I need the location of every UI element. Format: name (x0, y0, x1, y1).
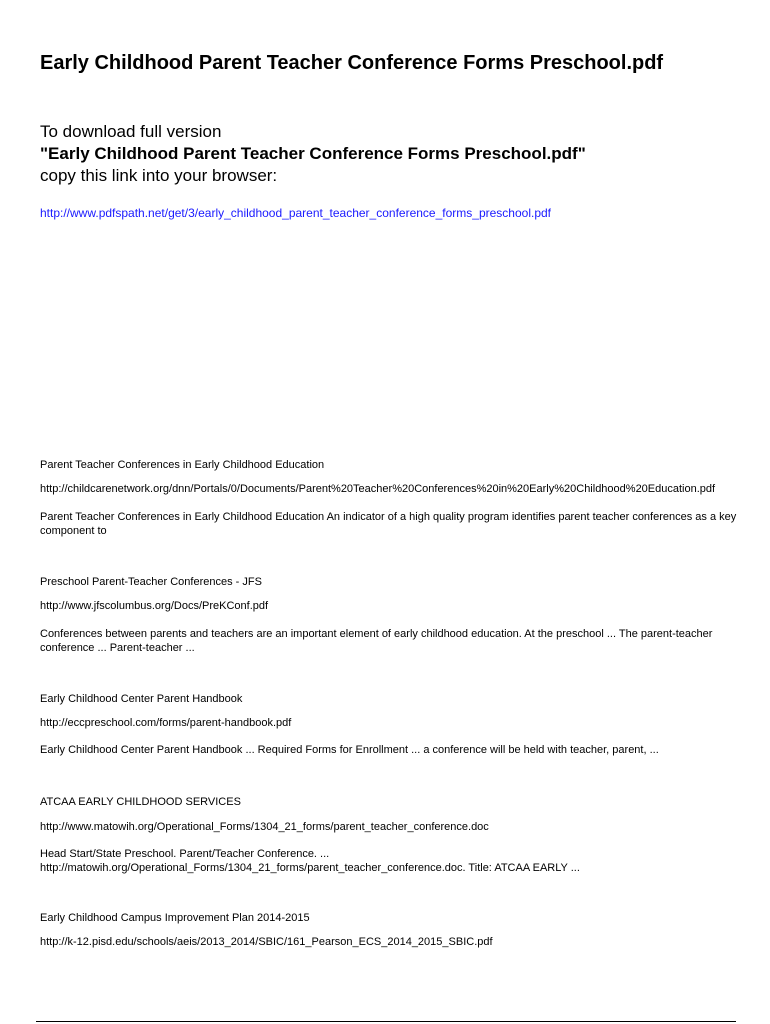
result-title: Parent Teacher Conferences in Early Childhood Education (40, 459, 325, 471)
download-link[interactable]: http://www.pdfspath.net/get/3/early_childhood_parent_teacher_conference_forms_preschool.pdf (40, 206, 551, 220)
bottom-divider (36, 1021, 736, 1022)
result-url[interactable]: http://www.matowih.org/Operational_Forms/1304_21_forms/parent_teacher_conference.doc (40, 821, 489, 833)
download-copy-instruction: copy this link into your browser: (40, 166, 278, 185)
page-title: Early Childhood Parent Teacher Conference Forms Preschool.pdf (40, 52, 664, 74)
result-title: Preschool Parent-Teacher Conferences - JFS (40, 576, 262, 588)
result-url[interactable]: http://k-12.pisd.edu/schools/aeis/2013_2014/SBIC/161_Pearson_ECS_2014_2015_SBIC.pdf (40, 936, 493, 948)
result-url[interactable]: http://childcarenetwork.org/dnn/Portals/0/Documents/Parent%20Teacher%20Conferences%20in%20Early%20Childhood%20Education.pdf (40, 483, 716, 495)
download-instructions (40, 121, 586, 187)
result-title: Early Childhood Center Parent Handbook (40, 693, 243, 705)
result-title: Early Childhood Campus Improvement Plan 2014-2015 (40, 912, 310, 924)
result-snippet: Conferences between parents and teachers are an important element of early childhood education. At the preschool ... The parent-teacher conference ... Parent-teacher ... (40, 628, 713, 654)
result-url[interactable]: http://eccpreschool.com/forms/parent-handbook.pdf (40, 717, 292, 729)
download-intro-text: To download full version (40, 122, 222, 141)
result-snippet: Parent Teacher Conferences in Early Childhood Education An indicator of a high quality program identifies parent teacher conferences as a key component to (40, 511, 737, 537)
result-snippet: Early Childhood Center Parent Handbook ... Required Forms for Enrollment ... a conference will be held with teacher, parent, ... (40, 744, 659, 756)
result-title: ATCAA EARLY CHILDHOOD SERVICES (40, 796, 241, 808)
download-file-name: "Early Childhood Parent Teacher Conference Forms Preschool.pdf" (40, 144, 586, 163)
result-snippet: Head Start/State Preschool. Parent/Teacher Conference. ... http://matowih.org/Operational_Forms/1304_21_forms/parent_teacher_conference.doc. Title: ATCAA EARLY ... (40, 848, 580, 874)
result-url[interactable]: http://www.jfscolumbus.org/Docs/PreKConf.pdf (40, 600, 269, 612)
